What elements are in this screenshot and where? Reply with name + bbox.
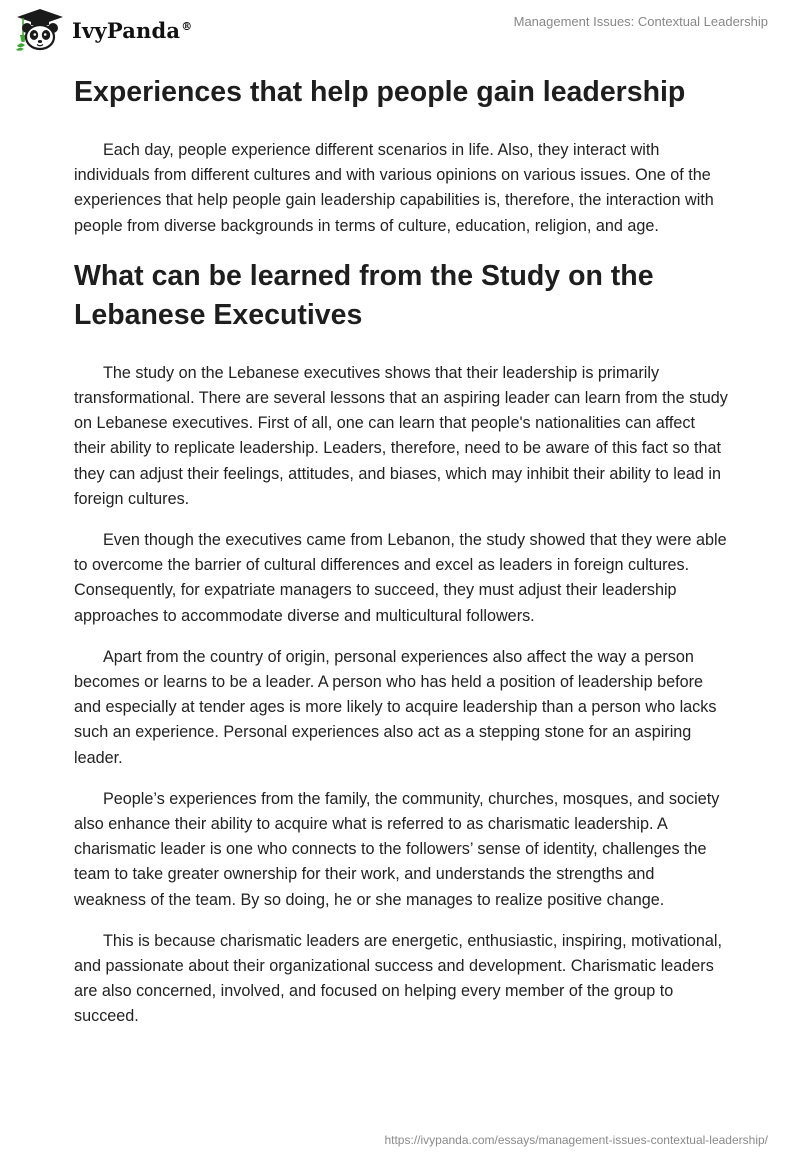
paragraph: The study on the Lebanese executives shows that their leadership is primarily transformational. There are several lessons that an aspiring leader can learn from the study on Lebanese executives. First of all, one can learn that people's nationalities can affect their ability to replicate leadership. Leaders, therefore, need to be aware of this fact so that they can adjust their feelings, attitudes, and biases, which may inhibit their ability to lead in foreign cultures. (74, 363, 728, 508)
ivypanda-logo[interactable] (14, 8, 192, 52)
section-heading: Experiences that help people gain leadership (74, 76, 686, 108)
paragraph: People’s experiences from the family, the community, churches, mosques, and society also enhance their ability to acquire what is referred to as charismatic leadership. A charismatic leader is one who connects to the followers’ sense of identity, challenges the team to take greater ownership for their work, and understands the strengths and weakness of the team. By so doing, he or she manages to realize positive change. (74, 789, 720, 909)
brand-name: IvyPanda® (72, 17, 193, 43)
essay-body (74, 70, 728, 1046)
paragraph: Each day, people experience different scenarios in life. Also, they interact with individuals from different cultures and with various opinions on various issues. One of the experiences that help people gain leadership capabilities is, therefore, the interaction with people from diverse backgrounds in terms of culture, education, religion, and age. (74, 141, 714, 235)
paragraph: This is because charismatic leaders are energetic, enthusiastic, inspiring, motivational, and passionate about their organizational success and development. Charismatic leaders are also concerned, involved, and focused on helping every member of the group to succeed. (74, 931, 723, 1026)
page-header (0, 0, 800, 60)
registered-mark: ® (181, 19, 193, 33)
paragraph: Apart from the country of origin, personal experiences also affect the way a person becomes or learns to be a leader. A person who has held a position of leadership before and especially at tender ages is more likely to acquire leadership than a person who lacks such an experience. Personal experiences also act as a stepping stone for an aspiring leader. (74, 647, 717, 767)
section-heading: What can be learned from the Study on the Lebanese Executives (74, 259, 654, 331)
panda-graduation-cap-icon (14, 8, 66, 52)
source-url[interactable]: https://ivypanda.com/essays/management-issues-contextual-leadership/ (384, 1133, 768, 1147)
document-title: Management Issues: Contextual Leadership (513, 14, 768, 29)
paragraph: Even though the executives came from Lebanon, the study showed that they were able to overcome the barrier of cultural differences and excel as leaders in foreign cultures. Consequently, for expatriate managers to succeed, they must adjust their leadership approaches to accommodate diverse and multicultural followers. (74, 531, 727, 625)
